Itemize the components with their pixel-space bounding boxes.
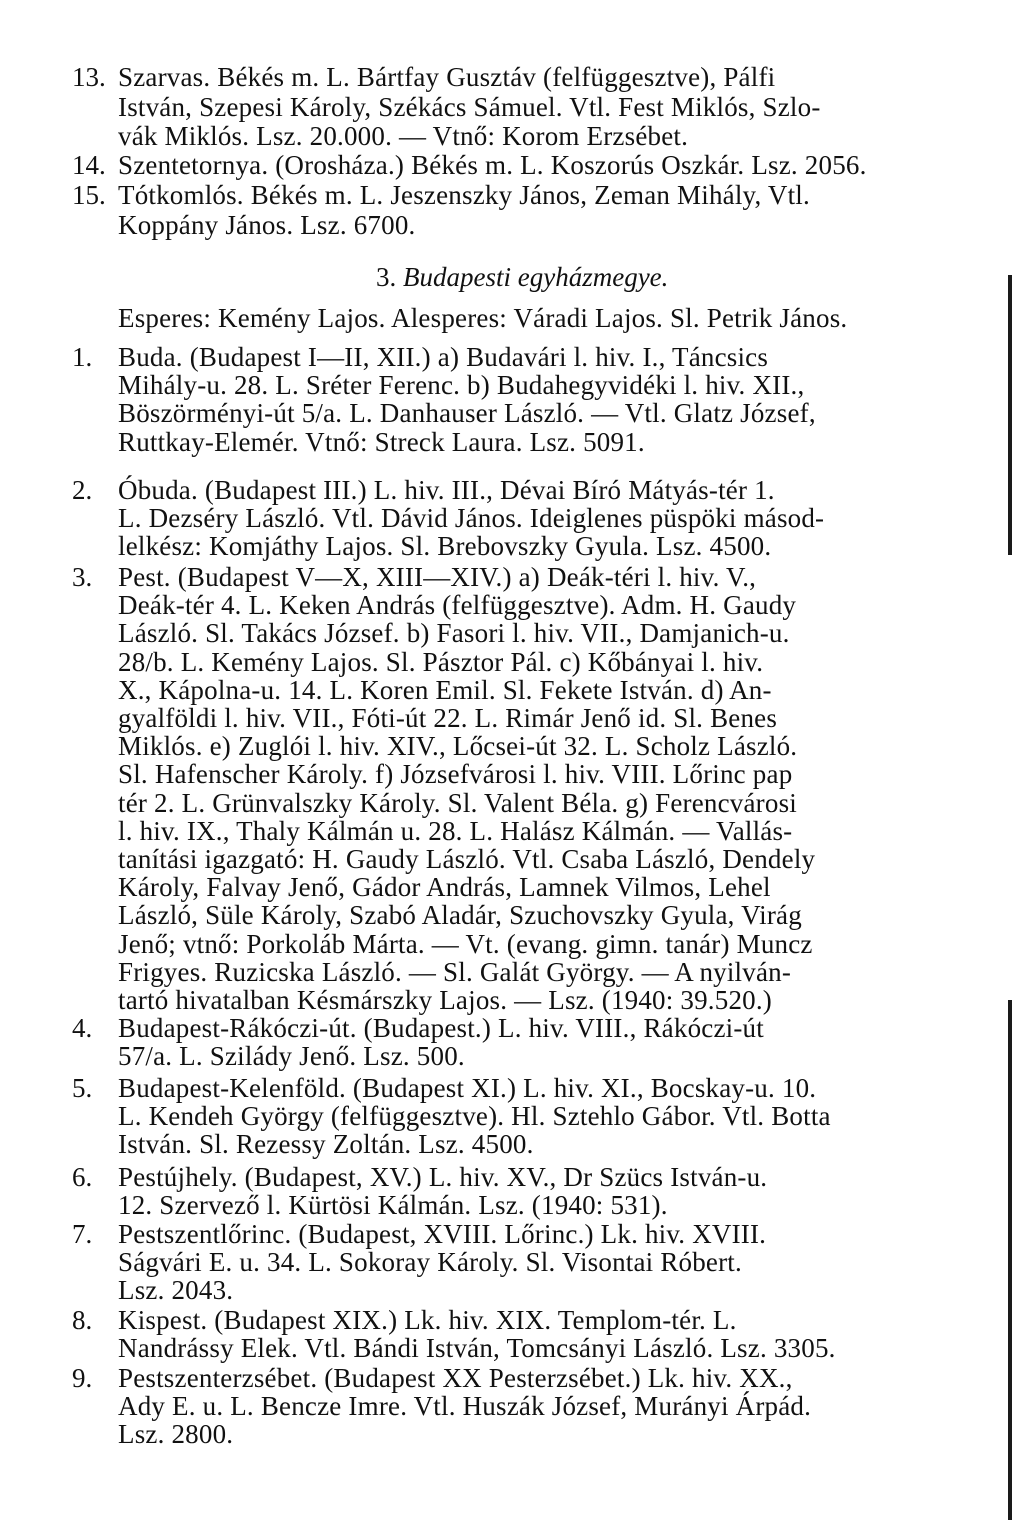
- entry-line: 12. Szervező l. Kürtösi Kálmán. Lsz. (1940: 531).: [118, 1190, 668, 1221]
- entry-line: 57/a. L. Szilády Jenő. Lsz. 500.: [118, 1041, 465, 1072]
- entry-line: Deák-tér 4. L. Keken András (felfüggesztve). Adm. H. Gaudy: [118, 590, 797, 621]
- section-deans: Esperes: Kemény Lajos. Alesperes: Váradi Lajos. Sl. Petrik János.: [118, 303, 848, 333]
- entry-line: László. Sl. Takács József. b) Fasori l. hiv. VII., Damjanich-u.: [118, 618, 790, 649]
- entry-line: Nandrássy Elek. Vtl. Bándi István, Tomcsányi László. Lsz. 3305.: [118, 1333, 836, 1364]
- entry-line: Óbuda. (Budapest III.) L. hiv. III., Dévai Bíró Mátyás-tér 1.: [118, 475, 775, 505]
- entry-line: Budapest-Kelenföld. (Budapest XI.) L. hiv. XI., Bocskay-u. 10.: [118, 1073, 817, 1103]
- entry-line: Szentetornya. (Orosháza.) Békés m. L. Koszorús Oszkár. Lsz. 2056.: [118, 150, 867, 180]
- entry-line: Koppány János. Lsz. 6700.: [118, 209, 416, 240]
- entry-line: Jenő; vtnő: Porkoláb Márta. — Vt. (evang. gimn. tanár) Muncz: [118, 928, 813, 959]
- entry-line: Ruttkay-Elemér. Vtnő: Streck Laura. Lsz. 5091.: [118, 426, 645, 457]
- entry-line: 28/b. L. Kemény Lajos. Sl. Pásztor Pál. c) Kőbányai l. hiv.: [118, 646, 764, 677]
- page-edge-rule: [1008, 275, 1012, 555]
- entry-line: Miklós. e) Zuglói l. hiv. XIV., Lőcsei-út 32. L. Scholz László.: [118, 731, 798, 762]
- entry-number: 2.: [72, 475, 93, 505]
- entry-line: Pest. (Budapest V—X, XIII—XIV.) a) Deák-téri l. hiv. V.,: [118, 562, 757, 592]
- entry-line: tanítási igazgató: H. Gaudy László. Vtl. Csaba László, Dendely: [118, 844, 816, 874]
- entry-line: István, Szepesi Károly, Székács Sámuel. Vtl. Fest Miklós, Szlo-: [118, 91, 821, 122]
- entry-number: 15.: [72, 180, 106, 210]
- entry-line: l. hiv. IX., Thaly Kálmán u. 28. L. Halász Kálmán. — Vallás-: [118, 815, 793, 846]
- entry-line: Ságvári E. u. 34. L. Sokoray Károly. Sl. Visontai Róbert.: [118, 1247, 742, 1278]
- entry-number: 8.: [72, 1305, 93, 1335]
- entry-line: gyalföldi l. hiv. VII., Fóti-út 22. L. Rimár Jenő id. Sl. Benes: [118, 703, 778, 733]
- entry-line: vák Miklós. Lsz. 20.000. — Vtnő: Korom Erzsébet.: [118, 121, 689, 151]
- entry-line: tér 2. L. Grünvalszky Károly. Sl. Valent Béla. g) Ferencvárosi: [118, 787, 797, 818]
- entry-line: tartó hivatalban Késmárszky Lajos. — Lsz. (1940: 39.520.): [118, 985, 772, 1015]
- entry-number: 6.: [72, 1162, 93, 1192]
- entry-line: X., Kápolna-u. 14. L. Koren Emil. Sl. Fekete István. d) An-: [118, 674, 772, 705]
- entry-line: Ady E. u. L. Bencze Imre. Vtl. Huszák József, Murányi Árpád.: [118, 1391, 812, 1422]
- entry-line: István. Sl. Rezessy Zoltán. Lsz. 4500.: [118, 1129, 534, 1160]
- entry-number: 3.: [72, 562, 93, 592]
- entry-line: Tótkomlós. Békés m. L. Jeszenszky János, Zeman Mihály, Vtl.: [118, 180, 810, 210]
- section-number: 3.: [376, 262, 397, 292]
- entry-line: lelkész: Komjáthy Lajos. Sl. Brebovszky Gyula. Lsz. 4500.: [118, 531, 772, 562]
- entry-line: Böszörményi-út 5/a. L. Danhauser László. — Vtl. Glatz József,: [118, 398, 816, 429]
- page-edge-rule: [1008, 1000, 1012, 1520]
- entry-line: L. Dezséry László. Vtl. Dávid János. Ideiglenes püspöki másod-: [118, 503, 825, 534]
- entry-line: Frigyes. Ruzicska László. — Sl. Galát György. — A nyilván-: [118, 956, 792, 987]
- entry-line: Pestszenterzsébet. (Budapest XX Pesterzsébet.) Lk. hiv. XX.,: [118, 1363, 793, 1393]
- entry-number: 14.: [72, 150, 106, 180]
- entry-number: 7.: [72, 1219, 93, 1249]
- entry-line: Buda. (Budapest I—II, XII.) a) Budavári l. hiv. I., Táncsics: [118, 342, 769, 372]
- entry-line: Mihály-u. 28. L. Sréter Ferenc. b) Budahegyvidéki l. hiv. XII.,: [118, 370, 805, 401]
- entry-line: Budapest-Rákóczi-út. (Budapest.) L. hiv. VIII., Rákóczi-út: [118, 1013, 764, 1043]
- entry-number: 9.: [72, 1363, 93, 1393]
- entry-number: 4.: [72, 1013, 93, 1043]
- entry-line: Sl. Hafenscher Károly. f) Józsefvárosi l. hiv. VIII. Lőrinc pap: [118, 759, 793, 790]
- entry-line: László, Süle Károly, Szabó Aladár, Szuchovszky Gyula, Virág: [118, 900, 802, 931]
- entry-line: Szarvas. Békés m. L. Bártfay Gusztáv (felfüggesztve), Pálfi: [118, 62, 776, 92]
- entry-line: Pestújhely. (Budapest, XV.) L. hiv. XV., Dr Szücs István-u.: [118, 1162, 768, 1192]
- entry-line: L. Kendeh György (felfüggesztve). Hl. Sztehlo Gábor. Vtl. Botta: [118, 1101, 831, 1132]
- entry-number: 13.: [72, 62, 106, 92]
- entry-line: Kispest. (Budapest XIX.) Lk. hiv. XIX. Templom-tér. L.: [118, 1305, 737, 1335]
- entry-number: 1.: [72, 342, 93, 372]
- entry-number: 5.: [72, 1073, 93, 1103]
- entry-line: Lsz. 2800.: [118, 1419, 234, 1450]
- entry-line: Pestszentlőrinc. (Budapest, XVIII. Lőrinc.) Lk. hiv. XVIII.: [118, 1219, 767, 1249]
- entry-line: Károly, Falvay Jenő, Gádor András, Lamnek Vilmos, Lehel: [118, 872, 771, 903]
- section-heading: [376, 262, 668, 292]
- entry-line: Lsz. 2043.: [118, 1275, 234, 1306]
- section-title: Budapesti egyházmegye.: [403, 262, 669, 292]
